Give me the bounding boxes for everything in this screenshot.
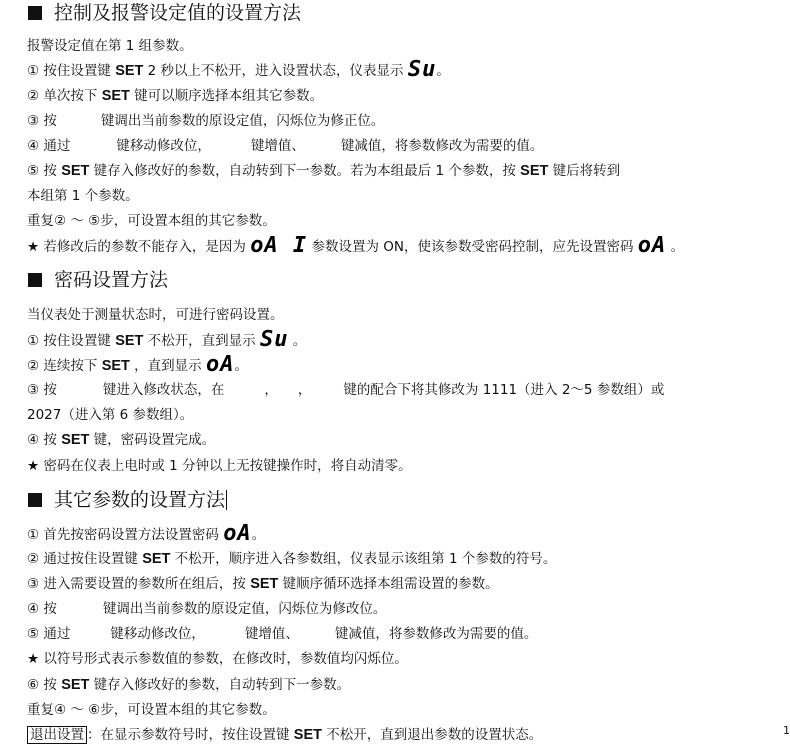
s1-step-2: ② 单次按下 SET 键可以顺序选择本组其它参数。 [27, 88, 324, 104]
s2-step-4: ④ 按 SET 键，密码设置完成。 [27, 432, 216, 448]
display-code-oa1: oA I [250, 233, 308, 258]
display-code-su: Su [407, 57, 437, 82]
s2-step-1: ① 按住设置键 SET 不松开，直到显示 Su 。 [27, 327, 307, 352]
s2-step-3: ③ 按 键进入修改状态，在 ， ， 键的配合下将其修改为 1111（进入 2～5 参数组）或 [27, 382, 665, 398]
section-heading-other-params: 其它参数的设置方法 [28, 488, 227, 512]
s1-note: ★ 若修改后的参数不能存入，是因为 oA I 参数设置为 ON，使该参数受密码控制，应先设置密码 oA 。 [27, 233, 685, 258]
set-key-label: SET [101, 358, 130, 374]
display-code-oa: oA [637, 233, 667, 258]
s3-step-2: ② 通过按住设置键 SET 不松开，顺序进入各参数组，仪表显示该组第 1 个参数的符号。 [27, 551, 557, 567]
text-cursor [226, 490, 227, 510]
exit-setting-label: 退出设置 [27, 726, 87, 744]
set-key-label: SET [115, 333, 144, 349]
display-code-oa: oA [205, 352, 235, 377]
s2-note: ★ 密码在仪表上电时或 1 分钟以上无按键操作时，将自动清零。 [27, 458, 412, 474]
s2-step-3-cont: 2027（进入第 6 参数组）。 [27, 407, 194, 423]
s3-note: ★ 以符号形式表示参数值的参数，在修改时，参数值均闪烁位。 [27, 651, 408, 667]
s1-step-4: ④ 通过 键移动修改位， 键增值、 键减值，将参数修改为需要的值。 [27, 138, 544, 154]
square-bullet-icon [28, 493, 42, 507]
s3-exit: 退出设置 ：在显示参数符号时，按住设置键 SET 不松开，直到退出参数的设置状态。 [27, 726, 542, 744]
s2-step-2: ② 连续按下 SET ，直到显示 oA。 [27, 352, 248, 377]
set-key-label: SET [61, 677, 90, 693]
s3-repeat: 重复④ ～ ⑥步，可设置本组的其它参数。 [27, 702, 276, 718]
page-edge-mark: 1 [783, 724, 790, 737]
set-key-label: SET [101, 88, 130, 104]
s1-step-5-cont: 本组第 1 个参数。 [27, 188, 139, 204]
s2-intro: 当仪表处于测量状态时，可进行密码设置。 [27, 307, 284, 323]
s3-step-3: ③ 进入需要设置的参数所在组后，按 SET 键顺序循环选择本组需设置的参数。 [27, 576, 499, 592]
set-key-label: SET [142, 551, 171, 567]
s1-repeat: 重复② ～ ⑤步，可设置本组的其它参数。 [27, 213, 276, 229]
set-key-label: SET [61, 432, 90, 448]
s3-step-5: ⑤ 通过 键移动修改位， 键增值、 键减值，将参数修改为需要的值。 [27, 626, 538, 642]
set-key-label: SET [250, 576, 279, 592]
section-heading-control-alarm: 控制及报警设定值的设置方法 [28, 1, 301, 25]
display-code-oa: oA [223, 521, 252, 546]
s1-step-3: ③ 按 键调出当前参数的原设定值，闪烁位为修正位。 [27, 113, 385, 129]
s3-step-6: ⑥ 按 SET 键存入修改好的参数，自动转到下一参数。 [27, 677, 351, 693]
s1-step-5: ⑤ 按 SET 键存入修改好的参数，自动转到下一参数。若为本组最后 1 个参数，按 SET 键后将转到 [27, 163, 621, 179]
square-bullet-icon [28, 6, 42, 20]
s3-step-4: ④ 按 键调出当前参数的原设定值，闪烁位为修改位。 [27, 601, 387, 617]
s1-intro: 报警设定值在第 1 组参数。 [27, 38, 193, 54]
display-code-su: Su [259, 327, 289, 352]
set-key-label: SET [115, 63, 144, 79]
set-key-label: SET [520, 163, 549, 179]
s1-step-1: ① 按住设置键 SET 2 秒以上不松开，进入设置状态，仪表显示 Su。 [27, 57, 450, 82]
set-key-label: SET [293, 727, 322, 743]
section-heading-password: 密码设置方法 [28, 268, 168, 292]
s3-step-1: ① 首先按密码设置方法设置密码 oA。 [27, 521, 266, 546]
square-bullet-icon [28, 273, 42, 287]
set-key-label: SET [61, 163, 90, 179]
